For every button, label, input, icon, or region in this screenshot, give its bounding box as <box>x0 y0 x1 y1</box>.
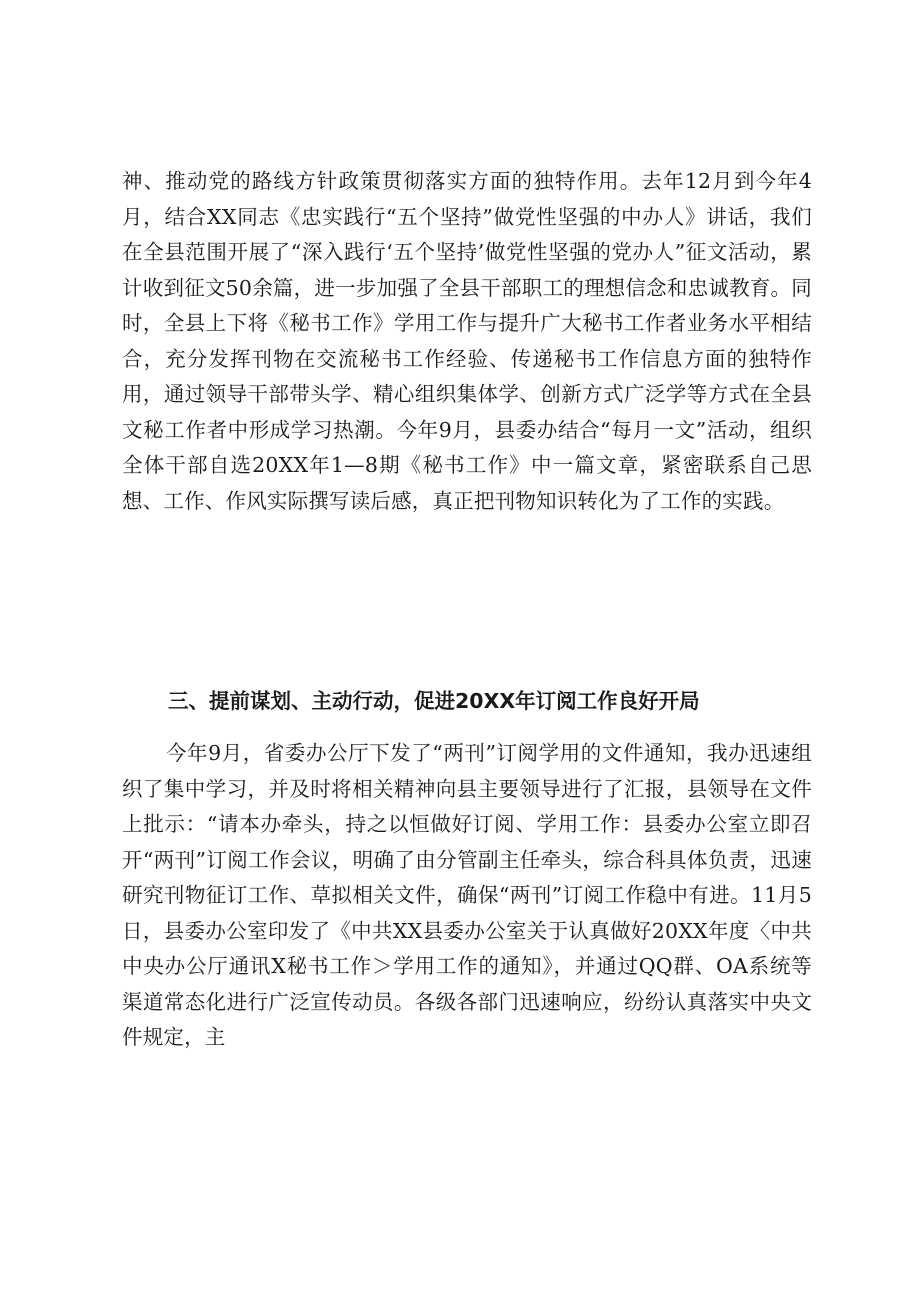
body-paragraph-2: 今年9月，省委办公厅下发了“两刊”订阅学用的文件通知，我办迅速组织了集中学习，并及时将相关精神向县主要领导进行了汇报，县领导在文件上批示：“请本办牵头，持之以恒做好订阅、学用工作：县委办公室立即召开“两刊”订阅工作会议，明确了由分管副主任牵头，综合科具体负责，迅速研究刊物征订工作、草拟相关文件，确保“两刊”订阅工作稳中有进。11月5日，县委办公室印发了《中共XX县委办公室关于认真做好20XX年度〈中共中央办公厅通讯X秘书工作＞学用工作的通知》，并通过QQ群、OA系统等渠道常态化进行广泛宣传动员。各级各部门迅速响应，纷纷认真落实中央文件规定，主 <box>122 741 812 1049</box>
body-paragraph-1: 神、推动党的路线方针政策贯彻落实方面的独特作用。去年12月到今年4月，结合XX同志《忠实践行“五个坚持”做党性坚强的中办人》讲话，我们在全县范围开展了“深入践行‘五个坚持’做党性坚强的党办人”征文活动，累计收到征文50余篇，进一步加强了全县干部职工的理想信念和忠诚教育。同时，全县上下将《秘书工作》学用工作与提升广大秘书工作者业务水平相结合，充分发挥刊物在交流秘书工作经验、传递秘书工作信息方面的独特作用，通过领导干部带头学、精心组织集体学、创新方式广泛学等方式在全县文秘工作者中形成学习热潮。今年9月，县委办结合“每月一文”活动，组织全体干部自选20XX年1—8期《秘书工作》中一篇文章，紧密联系自己思想、工作、作风实际撰写读后感，真正把刊物知识转化为了工作的实践。 <box>122 169 812 513</box>
section-heading: 三、提前谋划、主动行动，促进20XX年订阅工作良好开局 <box>168 689 700 713</box>
